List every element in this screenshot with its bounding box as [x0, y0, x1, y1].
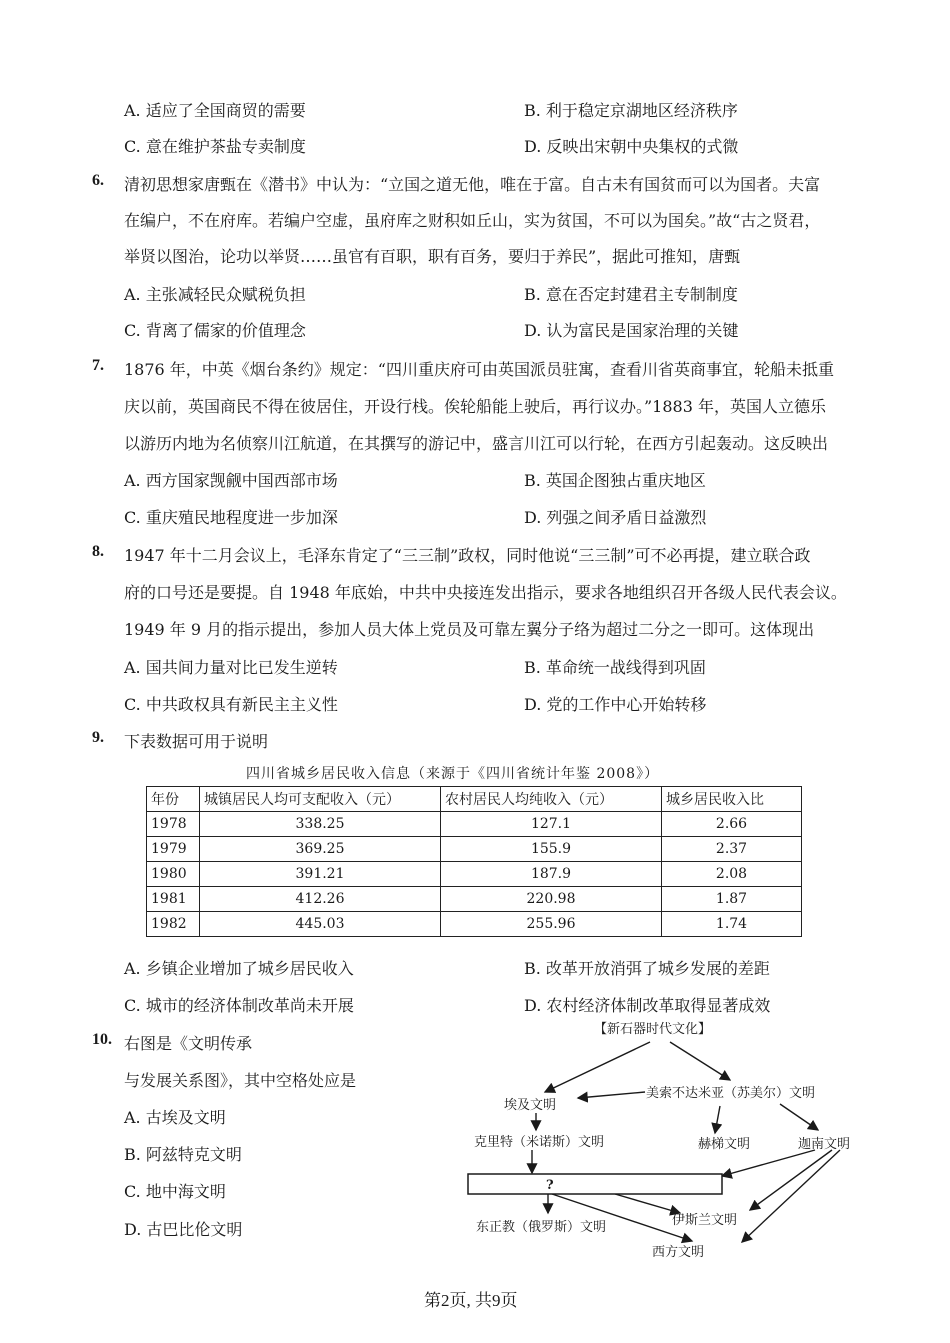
table-row [147, 862, 802, 887]
q10-option-d: D. 古巴比伦文明 [124, 1220, 243, 1239]
q6-option-d: D. 认为富民是国家治理的关键 [524, 321, 739, 340]
q7-option-c: C. 重庆殖民地程度进一步加深 [124, 508, 338, 527]
arrow-meso-egypt [578, 1092, 645, 1098]
q6-number: 6. [92, 172, 104, 189]
q7-stem-line2: 庆以前，英国商民不得在彼居住，开设行栈。俟轮船能上驶后，再行议办。”1883 年，英国人立德乐 [124, 397, 826, 416]
arrow-meso-hebrew [780, 1104, 818, 1130]
cell-urban: 391.21 [200, 862, 441, 887]
arrow-blank-islam [615, 1194, 680, 1213]
table-header-row [147, 787, 802, 812]
cell-ratio: 1.74 [662, 912, 802, 937]
q10-number: 10. [92, 1031, 112, 1048]
header-rural-income: 农村居民人均纯收入（元） [441, 787, 662, 812]
node-hittite: 赫梯文明 [698, 1137, 751, 1152]
q7-option-b: B. 英国企图独占重庆地区 [524, 471, 706, 490]
cell-year: 1979 [147, 837, 200, 862]
cell-rural: 220.98 [441, 887, 662, 912]
cell-rural: 127.1 [441, 812, 662, 837]
q6-option-b: B. 意在否定封建君主专制制度 [524, 285, 738, 304]
node-neolithic: 【新石器时代文化】 [594, 1022, 712, 1037]
q5-option-c: C. 意在维护茶盐专卖制度 [124, 137, 306, 156]
node-hebrew: 迦南文明 [798, 1137, 851, 1152]
node-orthodox: 东正教（俄罗斯）文明 [476, 1220, 607, 1235]
table-row [147, 837, 802, 862]
q5-option-d: D. 反映出宋朝中央集权的式微 [524, 137, 739, 156]
cell-ratio: 2.37 [662, 837, 802, 862]
q9-number: 9. [92, 729, 104, 746]
cell-ratio: 2.66 [662, 812, 802, 837]
q9-stem: 下表数据可用于说明 [124, 732, 269, 751]
q9-option-d: D. 农村经济体制改革取得显著成效 [524, 996, 771, 1015]
cell-year: 1978 [147, 812, 200, 837]
node-blank: ? [546, 1178, 554, 1193]
q10-stem-line2: 与发展关系图》，其中空格处应是 [124, 1071, 357, 1090]
q6-option-a: A. 主张减轻民众赋税负担 [124, 285, 306, 304]
blank-box [468, 1174, 722, 1194]
cell-ratio: 2.08 [662, 862, 802, 887]
table-row [147, 812, 802, 837]
q9-option-a: A. 乡镇企业增加了城乡居民收入 [124, 959, 354, 978]
q10-option-a: A. 古埃及文明 [124, 1108, 226, 1127]
q8-number: 8. [92, 543, 104, 560]
q7-option-a: A. 西方国家觊觎中国西部市场 [124, 471, 338, 490]
node-western: 西方文明 [652, 1245, 705, 1260]
node-mesopotamia: 美索不达米亚（苏美尔）文明 [646, 1086, 816, 1101]
arrow-top-meso [670, 1042, 730, 1080]
q8-option-d: D. 党的工作中心开始转移 [524, 695, 707, 714]
header-urban-income: 城镇居民人均可支配收入（元） [200, 787, 441, 812]
cell-urban: 338.25 [200, 812, 441, 837]
cell-year: 1980 [147, 862, 200, 887]
q7-option-d: D. 列强之间矛盾日益激烈 [524, 508, 707, 527]
q10-stem-line1: 右图是《文明传承 [124, 1034, 253, 1053]
q9-option-c: C. 城市的经济体制改革尚未开展 [124, 996, 354, 1015]
arrow-meso-hittite [715, 1106, 720, 1133]
civilization-diagram [460, 1018, 880, 1268]
q8-stem-line1: 1947 年十二月会议上，毛泽东肯定了“三三制”政权，同时他说“三三制”可不必再提，建立联合政 [124, 546, 811, 565]
arrow-hebrew-western [742, 1150, 840, 1242]
q8-option-a: A. 国共间力量对比已发生逆转 [124, 658, 338, 677]
q6-option-c: C. 背离了儒家的价值理念 [124, 321, 306, 340]
table-row [147, 887, 802, 912]
q6-stem-line1: 清初思想家唐甄在《潜书》中认为：“立国之道无他，唯在于富。自古未有国贫而可以为国者。夫富 [124, 175, 821, 194]
q5-option-a: A. 适应了全国商贸的需要 [124, 101, 306, 120]
q10-option-b: B. 阿兹特克文明 [124, 1145, 242, 1164]
cell-rural: 155.9 [441, 837, 662, 862]
cell-year: 1982 [147, 912, 200, 937]
cell-rural: 255.96 [441, 912, 662, 937]
q6-stem-line2: 在编户，不在府库。若编户空虚，虽府库之财积如丘山，实为贫国，不可以为国矣。”故“古之贤君， [124, 211, 821, 230]
q6-stem-line3: 举贤以图治，论功以举贤……虽官有百职，职有百务，要归于养民”，据此可推知，唐甄 [124, 247, 741, 266]
q8-option-b: B. 革命统一战线得到巩固 [524, 658, 706, 677]
cell-year: 1981 [147, 887, 200, 912]
header-year: 年份 [147, 787, 200, 812]
cell-ratio: 1.87 [662, 887, 802, 912]
header-ratio: 城乡居民收入比 [662, 787, 802, 812]
q10-option-c: C. 地中海文明 [124, 1182, 226, 1201]
q7-stem-line1: 1876 年，中英《烟台条约》规定：“四川重庆府可由英国派员驻寓，查看川省英商事宜，轮船未抵重 [124, 360, 834, 379]
table-caption: 四川省城乡居民收入信息（来源于《四川省统计年鉴 2008》） [246, 766, 660, 782]
cell-rural: 187.9 [441, 862, 662, 887]
income-table [146, 786, 802, 937]
cell-urban: 445.03 [200, 912, 441, 937]
node-egypt: 埃及文明 [504, 1098, 557, 1113]
q9-option-b: B. 改革开放消弭了城乡发展的差距 [524, 959, 770, 978]
page-footer: 第2页, 共9页 [424, 1291, 518, 1310]
q7-stem-line3: 以游历内地为名侦察川江航道，在其撰写的游记中，盛言川江可以行轮，在西方引起轰动。这反映出 [124, 434, 829, 453]
q8-stem-line3: 1949 年 9 月的指示提出，参加人员大体上党员及可靠左翼分子络为超过二分之一即可。这体现出 [124, 620, 815, 639]
arrow-hebrew-islam [750, 1150, 832, 1210]
q7-number: 7. [92, 357, 104, 374]
cell-urban: 412.26 [200, 887, 441, 912]
q5-option-b: B. 利于稳定京湖地区经济秩序 [524, 101, 738, 120]
cell-urban: 369.25 [200, 837, 441, 862]
table-row [147, 912, 802, 937]
arrow-top-egypt [545, 1042, 650, 1092]
node-crete: 克里特（米诺斯）文明 [474, 1135, 605, 1150]
q8-option-c: C. 中共政权具有新民主主义性 [124, 695, 338, 714]
q8-stem-line2: 府的口号还是要提。自 1948 年底始，中共中央接连发出指示，要求各地组织召开各级人民代表会议。 [124, 583, 847, 602]
node-islam: 伊斯兰文明 [672, 1213, 738, 1228]
